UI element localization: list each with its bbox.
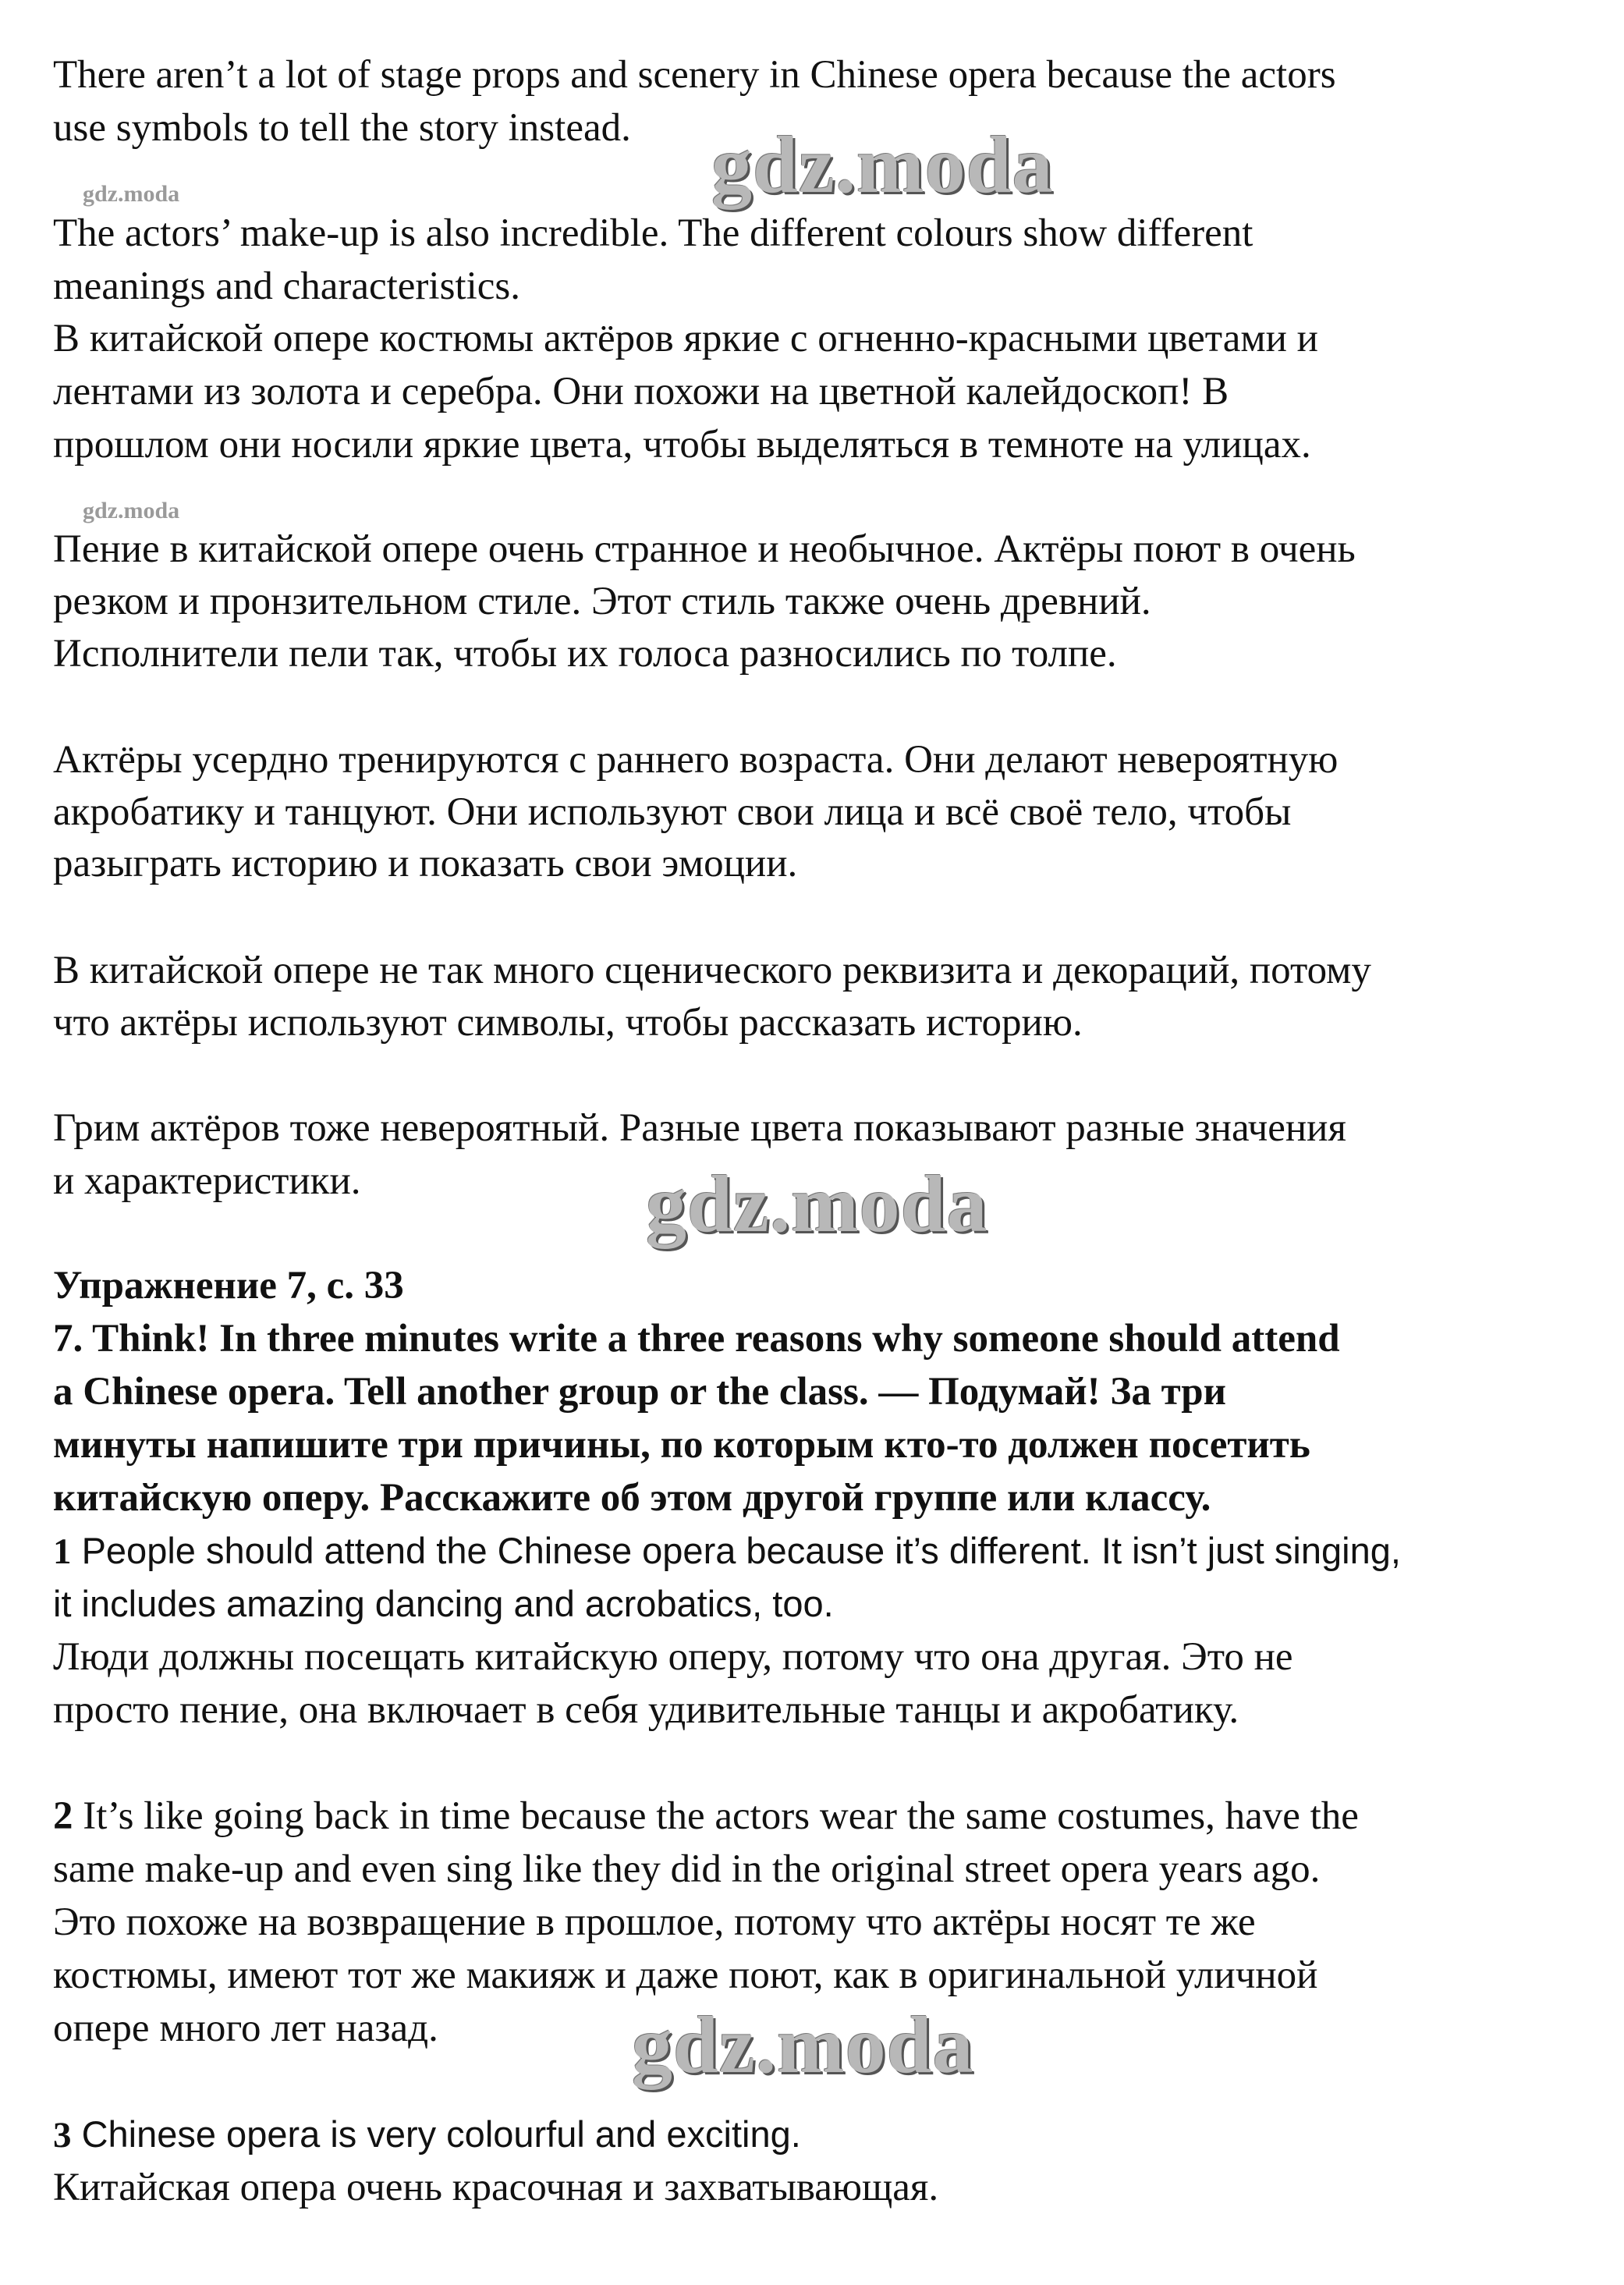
watermark-small: gdz.moda: [83, 498, 180, 523]
text-line: резком и пронзительном стиле. Этот стиль также очень древний.: [53, 580, 1151, 623]
text-line: Пение в китайской опере очень странное и необычное. Актёры поют в очень: [53, 527, 1356, 571]
answer-2-en-line: [53, 1790, 1359, 1843]
watermark-logo: gdz.moda: [632, 2000, 974, 2090]
answer-1-ru-line: просто пение, она включает в себя удивительные танцы и акробатику.: [53, 1688, 1239, 1732]
text-line: лентами из золота и серебра. Они похожи на цветной калейдоскоп! В: [53, 370, 1229, 413]
task-line: 7. Think! In three minutes write a three reasons why someone should attend: [53, 1317, 1340, 1361]
answer-3-ru-line: Китайская опера очень красочная и захватывающая.: [53, 2166, 939, 2209]
answer-text: It’s like going back in time because the actors wear the same costumes, have the: [83, 1794, 1359, 1838]
text-line: разыграть историю и показать свои эмоции.: [53, 842, 798, 885]
answer-2-ru-line: Это похоже на возвращение в прошлое, потому что актёры носят те же: [53, 1900, 1256, 1944]
answer-2-ru-line: костюмы, имеют тот же макияж и даже поют, как в оригинальной уличной: [53, 1953, 1318, 1997]
answer-3-en-line: [53, 2108, 801, 2162]
text-line: There aren’t a lot of stage props and scenery in Chinese opera because the actors: [53, 53, 1336, 97]
answer-1-ru-line: Люди должны посещать китайскую оперу, потому что она другая. Это не: [53, 1635, 1293, 1679]
answer-number: 1: [53, 1531, 72, 1572]
text-line: В китайской опере костюмы актёров яркие с огненно-красными цветами и: [53, 317, 1318, 360]
text-line: Актёры усердно тренируются с раннего возраста. Они делают невероятную: [53, 738, 1339, 782]
answer-2-ru-line: опере много лет назад.: [53, 2006, 438, 2050]
answer-number: 2: [53, 1794, 73, 1838]
answer-2-en-line: same make-up and even sing like they did in the original street opera years ago.: [53, 1847, 1321, 1891]
text-line: В китайской опере не так много сценического реквизита и декораций, потому: [53, 949, 1371, 992]
text-line: и характеристики.: [53, 1159, 361, 1203]
text-line: use symbols to tell the story instead.: [53, 106, 631, 150]
text-line: meanings and characteristics.: [53, 264, 521, 308]
watermark-logo: gdz.moda: [711, 120, 1054, 210]
watermark-small: gdz.moda: [83, 181, 180, 207]
text-line: акробатику и танцуют. Они используют свои лица и всё своё тело, чтобы: [53, 790, 1292, 834]
exercise-heading: Упражнение 7, с. 33: [53, 1264, 404, 1307]
task-line: a Chinese opera. Tell another group or the class. — Подумай! За три: [53, 1370, 1227, 1414]
text-line: The actors’ make-up is also incredible. The different colours show different: [53, 211, 1253, 255]
answer-text: People should attend the Chinese opera because it’s different. It isn’t just singing,: [81, 1530, 1401, 1571]
text-line: прошлом они носили яркие цвета, чтобы выделяться в темноте на улицах.: [53, 423, 1311, 467]
task-line: китайскую оперу. Расскажите об этом другой группе или классу.: [53, 1476, 1211, 1520]
answer-1-en-line: [53, 1524, 1401, 1578]
answer-text: Chinese opera is very colourful and exciting.: [81, 2113, 801, 2155]
watermark-logo: gdz.moda: [646, 1159, 988, 1249]
text-line: Грим актёров тоже невероятный. Разные цвета показывают разные значения: [53, 1106, 1346, 1150]
answer-number: 3: [53, 2115, 72, 2155]
text-line: что актёры используют символы, чтобы рассказать историю.: [53, 1001, 1083, 1045]
answer-1-en-line: it includes amazing dancing and acrobatics, too.: [53, 1583, 834, 1624]
task-line: минуты напишите три причины, по которым кто-то должен посетить: [53, 1423, 1310, 1467]
text-line: Исполнители пели так, чтобы их голоса разносились по толпе.: [53, 632, 1117, 676]
